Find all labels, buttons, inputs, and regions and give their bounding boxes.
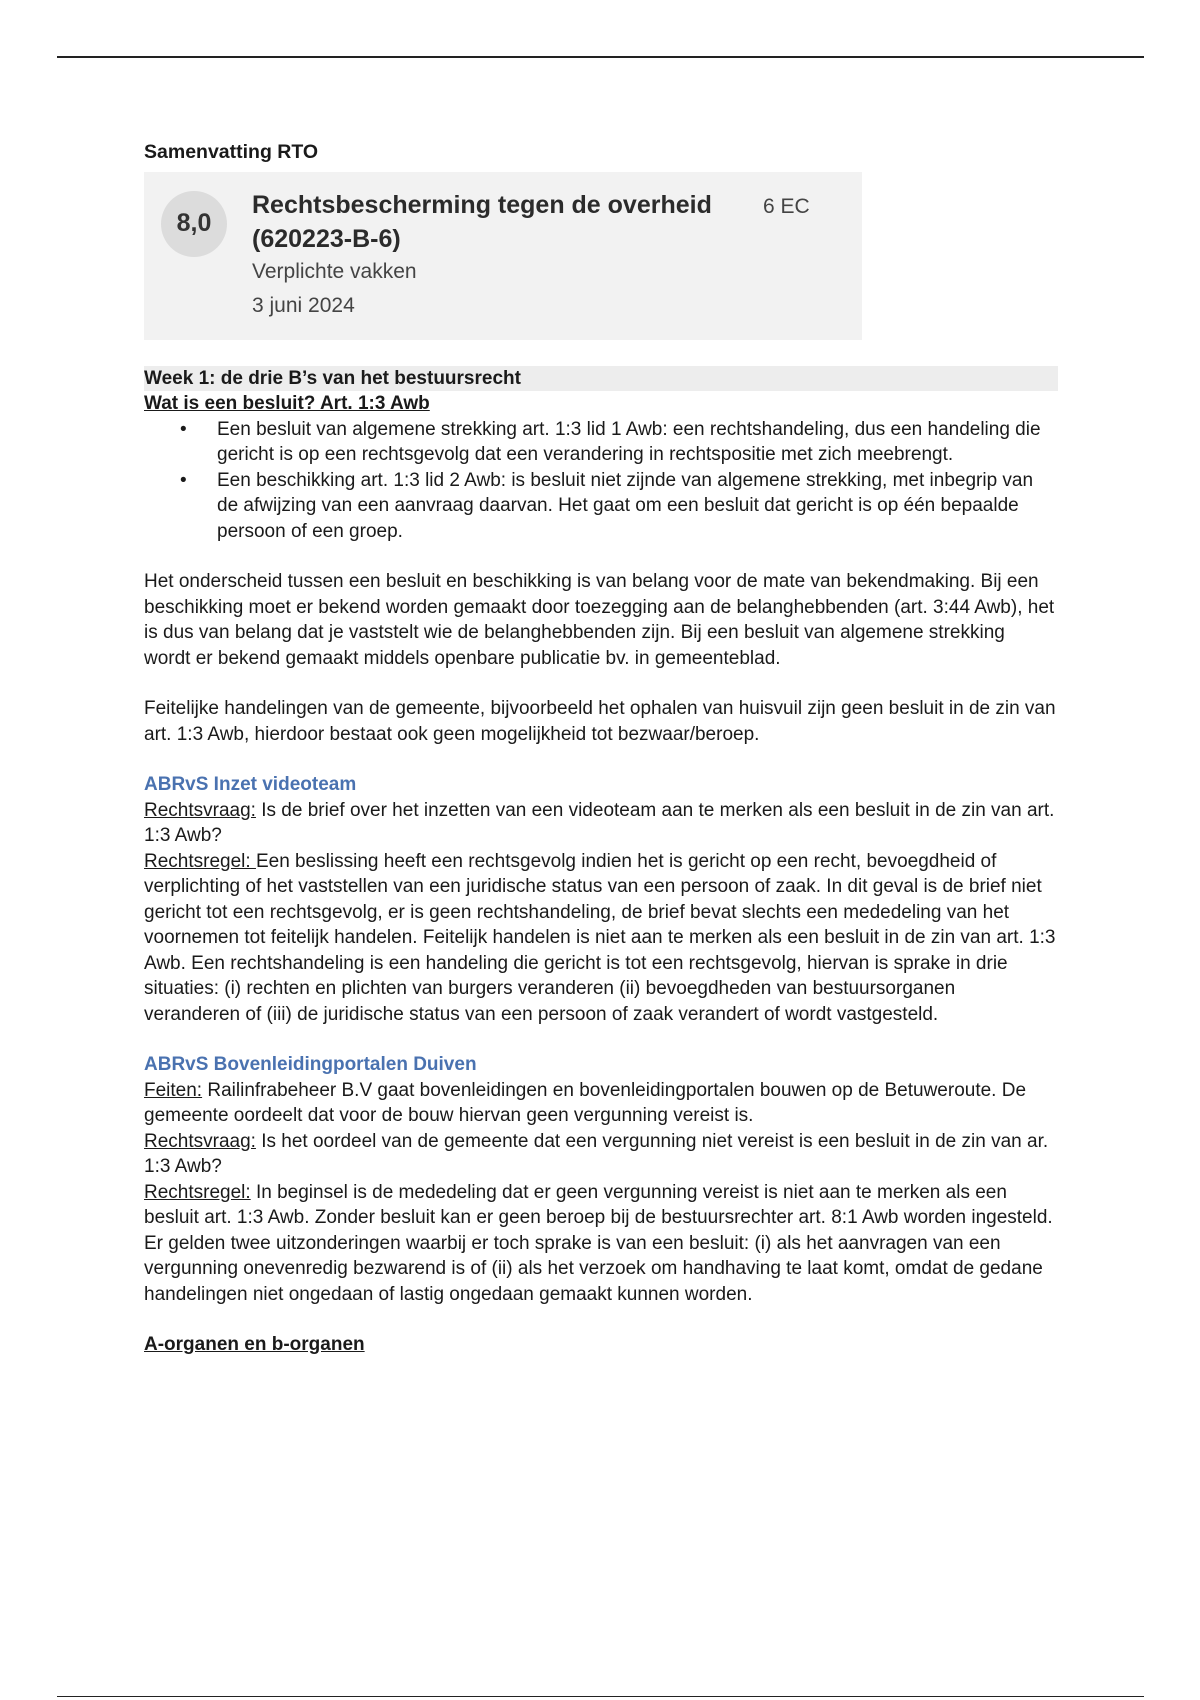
besluit-bullet-list bbox=[144, 417, 1056, 545]
rule-label: Rechtsregel: bbox=[144, 850, 256, 872]
paragraph-onderscheid: Het onderscheid tussen een besluit en beschikking is van belang voor de mate van bekendmaking. Bij een beschikking moet er bekend worden gemaakt door toezegging aan de belanghebbenden (art. 3:44 Awb), het is dus van belang dat je vaststelt wie de belanghebbenden zijn. Bij een besluit van algemene strekking wordt er bekend gemaakt middels openbare publicatie bv. in gemeenteblad. bbox=[144, 571, 1055, 669]
besluit-heading: Wat is een besluit? Art. 1:3 Awb bbox=[144, 393, 430, 414]
facts-label: Feiten: bbox=[144, 1079, 203, 1101]
question-text: Is de brief over het inzetten van een videoteam aan te merken als een besluit in de zin van art. 1:3 Awb? bbox=[144, 799, 1055, 846]
organen-heading: A-organen en b-organen bbox=[144, 1334, 365, 1355]
question-label: Rechtsvraag: bbox=[144, 799, 256, 821]
week-heading: Week 1: de drie B’s van het bestuursrecht bbox=[144, 366, 1058, 392]
rule-text: In beginsel is de mededeling dat er geen vergunning vereist is niet aan te merken als een besluit art. 1:3 Awb. Zonder besluit kan er geen beroep bij de bestuursrechter art. 8:1 Awb worden ingesteld. Er gelden twee uitzonderingen waarbij er toch sprake is van een besluit: (i) als het aanvragen van een vergunning onevenredig bezwarend is of (ii) als het verzoek om handhaving te laat komt, omdat de gedane handelingen niet ongedaan of lastig ongedaan gemaakt kunnen worden. bbox=[144, 1181, 1053, 1305]
course-grade-card bbox=[144, 172, 862, 340]
list-item: • Een besluit van algemene strekking art. 1:3 lid 1 Awb: een rechtshandeling, dus een handeling die gericht is op een rechtsgevolg dat een verandering in rechtspositie met zich meebrengt. bbox=[217, 417, 1056, 468]
rule-text: Een beslissing heeft een rechtsgevolg indien het is gericht op een recht, bevoegdheid of verplichting of het vaststellen van een juridische status van een persoon of zaak. In dit geval is de brief niet gericht tot een rechtsgevolg, er is geen rechtshandeling, de brief bevat slechts een mededeling van het voornemen tot feitelijk handelen. Feitelijk handelen is niet aan te merken als een besluit in de zin van art. 1:3 Awb. Een rechtshandeling is een handeling die gericht is tot een rechtsgevolg, hiervan is sprake in drie situaties: (i) rechten en plichten van burgers veranderen (ii) bevoegdheden van bestuursorganen veranderen of (iii) de juridische status van een persoon of zaak verandert of wordt vastgesteld. bbox=[144, 850, 1056, 1025]
document-title: Samenvatting RTO bbox=[144, 141, 319, 163]
case-heading-bovenleidingportalen: ABRvS Bovenleidingportalen Duiven bbox=[144, 1054, 477, 1075]
list-item: • Een beschikking art. 1:3 lid 2 Awb: is besluit niet zijnde van algemene strekking, met inbegrip van de afwijzing van een aanvraag daarvan. Het gaat om een besluit dat gericht is op één bepaalde persoon of een groep. bbox=[217, 468, 1056, 545]
bottom-rule bbox=[57, 1696, 1144, 1697]
question-label: Rechtsvraag: bbox=[144, 1130, 256, 1152]
course-credits: 6 EC bbox=[763, 194, 810, 218]
grade-badge: 8,0 bbox=[161, 191, 227, 257]
case-rule bbox=[144, 849, 1056, 1028]
course-category: Verplichte vakken bbox=[252, 259, 417, 283]
case-question bbox=[144, 798, 1056, 849]
facts-text: Railinfrabeheer B.V gaat bovenleidingen en bovenleidingportalen bouwen op de Betuweroute. De gemeente oordeelt dat voor de bouw hiervan geen vergunning vereist is. bbox=[144, 1079, 1027, 1126]
course-date: 3 juni 2024 bbox=[252, 293, 355, 317]
top-rule bbox=[57, 56, 1144, 58]
course-name: Rechtsbescherming tegen de overheid (620223-B-6) bbox=[252, 190, 712, 253]
case-rule bbox=[144, 1180, 1056, 1308]
page-content bbox=[144, 140, 1056, 1358]
rule-label: Rechtsregel: bbox=[144, 1181, 251, 1203]
paragraph-feitelijke-handelingen: Feitelijke handelingen van de gemeente, bijvoorbeeld het ophalen van huisvuil zijn geen besluit in de zin van art. 1:3 Awb, hierdoor bestaat ook geen mogelijkheid tot bezwaar/beroep. bbox=[144, 698, 1056, 745]
case-heading-videoteam: ABRvS Inzet videoteam bbox=[144, 774, 357, 795]
case-question bbox=[144, 1129, 1056, 1180]
case-facts bbox=[144, 1078, 1056, 1129]
question-text: Is het oordeel van de gemeente dat een vergunning niet vereist is een besluit in de zin van ar. 1:3 Awb? bbox=[144, 1130, 1049, 1177]
